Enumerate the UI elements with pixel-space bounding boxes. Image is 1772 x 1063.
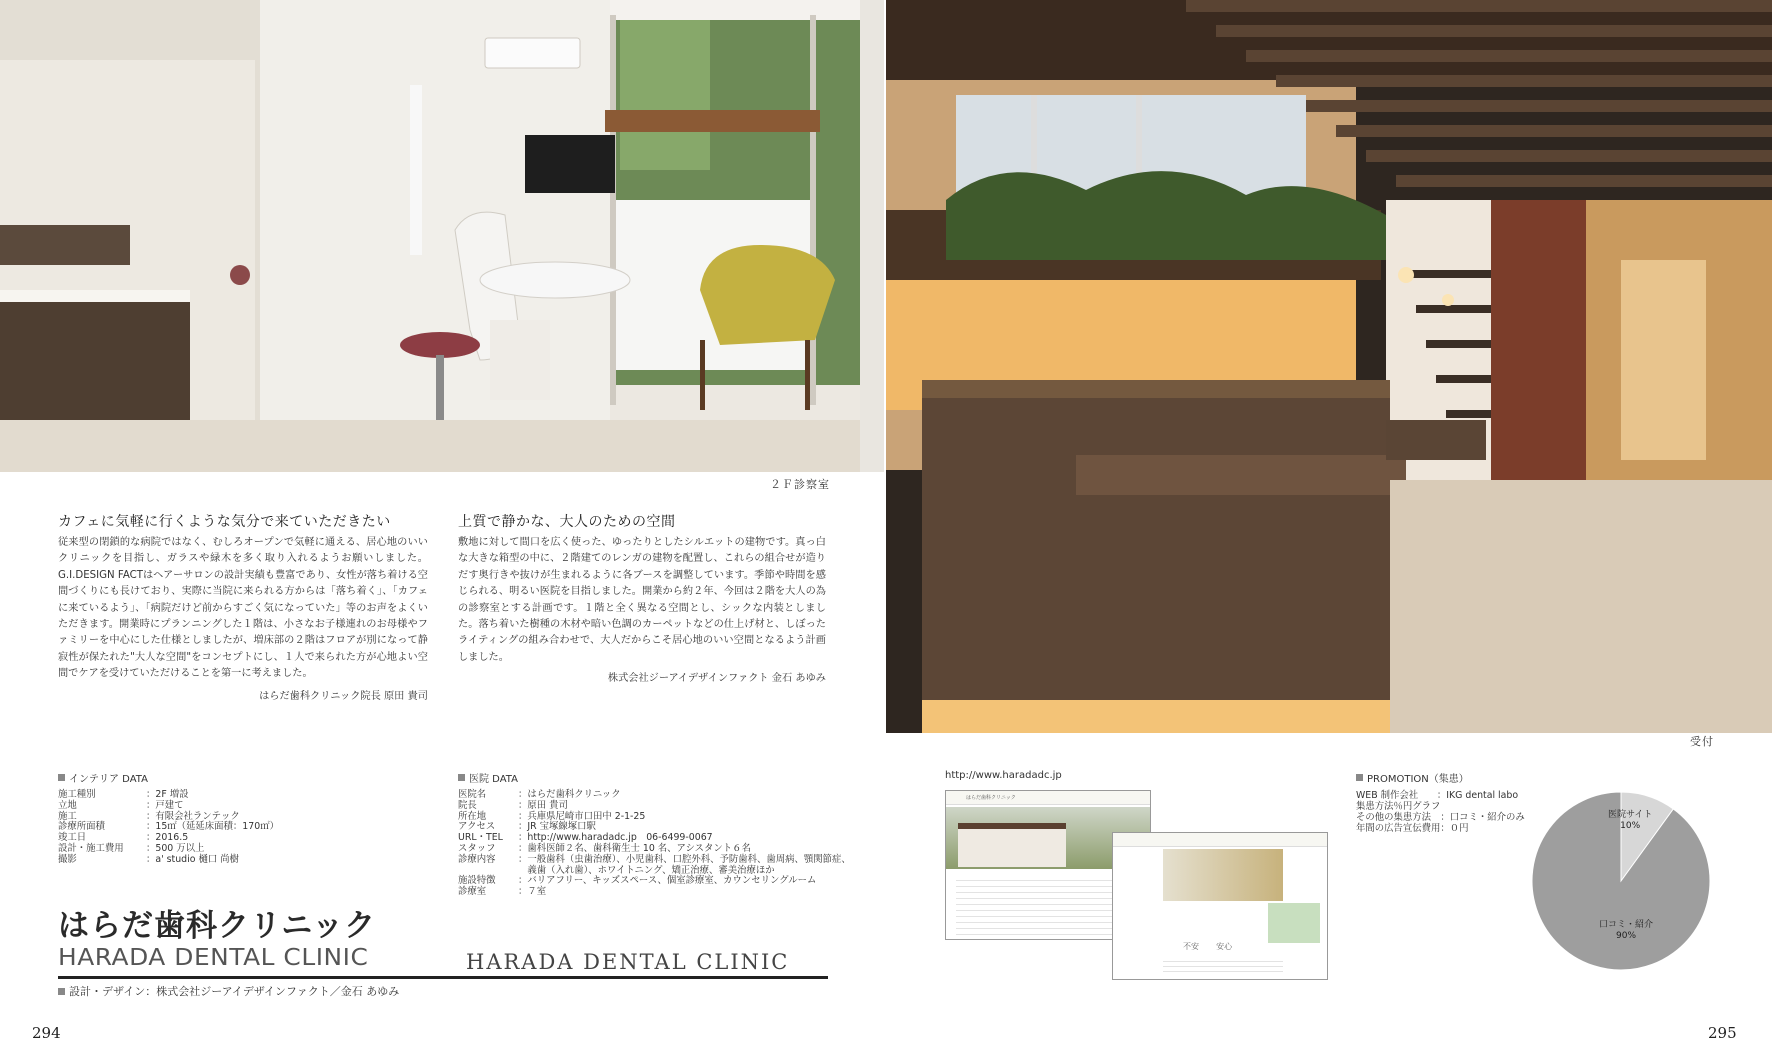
reception-photo [886,0,1772,733]
data-row [458,887,838,898]
website-url[interactable]: http://www.haradadc.jp [945,770,1062,781]
data-key: 設計・施工費用 [58,842,124,854]
data-row [458,876,838,887]
website-header: はらだ歯科クリニック [946,791,1151,805]
pie-slice-value: 90% [1616,931,1637,941]
pie-slice-label: 口コミ・紹介 [1599,920,1654,930]
website-sidebar [1268,903,1320,943]
photo-caption: ２Ｆ診察室 [770,478,830,491]
treatment-room-photo [0,0,884,472]
promotion-heading [1356,770,1469,785]
essay-title: カフェに気軽に行くような気分で来ていただきたい [58,514,391,530]
data-value: ：バリアフリー、キッズスペース、個室診療室、カウンセリングルーム [518,875,817,887]
clinic-name-japanese: はらだ歯科クリニック [58,908,377,944]
data-value: 義歯（入れ歯）、ホワイトニング、矯正治療、審美治療ほか [518,864,775,876]
data-key: スタッフ [458,842,496,854]
data-key: 撮影 [58,853,77,865]
bullet-square-icon [58,988,65,995]
data-key: 施工種別 [58,789,96,800]
data-row [58,822,388,833]
website-tagline-a: 不安 [1183,942,1199,951]
interior-data-heading [58,770,148,785]
data-value: ：JR 宝塚線塚口駅 [518,821,596,833]
essay-title: 上質で静かな、大人のための空間 [458,514,676,530]
title-rule [58,976,828,979]
data-value: ：2F 増設 [146,789,189,800]
data-value: ：http://www.haradadc.jp 06-6499-0067 [518,832,713,844]
data-key: 医院名 [458,789,487,800]
data-row [58,855,388,866]
clinic-name-english: HARADA DENTAL CLINIC [58,945,369,971]
page-number-right: 295 [1708,1024,1737,1042]
section-heading-text: 医院 DATA [469,774,518,785]
promotion-line: WEB 制作会社 ：IKG dental labo [1356,790,1519,801]
data-value: ：15㎡（延延床面積：170㎡） [146,821,279,833]
data-row [458,812,838,823]
data-value: ：a' studio 樋口 尚樹 [146,853,239,865]
bullet-square-icon [1356,774,1363,781]
data-key: アクセス [458,821,496,833]
data-value: ：歯科医師２名、歯科衛生士 10 名、アシスタント６名 [518,842,751,854]
design-credit [58,983,399,999]
essay-signature: はらだ歯科クリニック院長 原田 貴司 [259,691,428,702]
data-key: 院長 [458,799,477,811]
data-key: 診療内容 [458,853,496,865]
data-value: ：戸建て [146,799,184,811]
clinic-data-heading [458,770,518,785]
data-value: ：原田 貴司 [518,799,568,811]
data-value: ：兵庫県尼崎市口田中 2-1-25 [518,810,646,822]
bullet-square-icon [458,774,465,781]
website-header [1113,833,1328,847]
data-row [458,790,838,801]
design-credit-text: 設計・デザイン：株式会社ジーアイデザインファクト／金石 あゆみ [69,985,400,998]
website-interior-image [1163,849,1283,901]
website-screenshot-2 [1112,832,1328,980]
bullet-square-icon [58,774,65,781]
essay-body: 敷地に対して間口を広く使った、ゆったりとしたシルエットの建物です。真っ白な大きな箱型の中に、２階建てのレンガの建物を配置し、これらの組合せが造りだす奥行きや抜けが生まれるように各ブースを調整しています。季節や時間を感じられる、明るい医院を目指しました。開業から約２年、今回は２階を大人の為の診察室とする計画です。１階と全く異なる空間とし、シックな内装としました。落ち着いた樹種の木材や暗い色調のカーペットなどの仕上げ材と、しぼったライティングの組み合わせで、大人だからこそ居心地のいい空間となるよう計画しました。 [458,537,826,663]
section-heading-text: PROMOTION（集患） [1367,774,1469,785]
data-key: 所在地 [458,810,487,822]
pie-slice-value: 10% [1620,821,1641,831]
data-row [58,790,388,801]
pie-label-referral [1599,920,1653,942]
pie-label-website [1608,810,1652,832]
clinic-data-table [458,789,851,898]
data-key: 竣工日 [58,832,87,844]
essay-body: 従来型の閉鎖的な病院ではなく、むしろオープンで気軽に通える、居心地のいいクリニックを目指し、ガラスや緑木を多く取り入れるようお願いしました。G.I.DESIGN FACTはヘアーサロンの設計実績も豊富であり、女性が落ち着ける空間づくりにも長けており、実際に当院に来られる方からは「落ち着く」、「カフェに来ているよう」、「病院だけど前からすごく気になっていた」等のお声をよくいただきます。開業時にプランニングした１階は、小さなお子様連れのお母様やファミリーを中心にした仕様としましたが、増床部の２階はフロアが別になって静寂性が保たれた"大人な空間"をコンセプトにし、１人で来られた方が心地よい空間でケアを受けていただけることを第一に考えました。 [58,537,428,680]
data-row [458,853,851,866]
interior-data-table [58,790,388,866]
pie-slice-label: 医院サイト [1608,810,1653,820]
data-value: ：500 万以上 [146,842,205,854]
clinic-logo-text: HARADA DENTAL CLINIC [466,950,790,974]
data-key: 施工 [58,810,77,822]
data-value: ：はらだ歯科クリニック [518,789,621,800]
promotion-line: 集患方法％円グラフ [1356,801,1441,812]
essay-signature: 株式会社ジーアイデザインファクト 金石 あゆみ [607,673,826,684]
page-number-left: 294 [32,1024,61,1042]
photo-caption: 受付 [1690,735,1714,748]
section-heading-text: インテリア DATA [69,774,148,785]
data-key: 診療室 [458,886,487,898]
promotion-lines [1356,790,1525,834]
data-row [58,801,388,812]
data-key: URL・TEL [458,832,503,844]
website-tagline-b: 安心 [1216,942,1233,951]
data-value: ：2016.5 [146,832,189,844]
data-key: 診療所面積 [58,821,105,833]
promotion-line: その他の集患方法 ：口コミ・紹介のみ [1356,812,1525,823]
website-content-lines [1163,957,1283,975]
promotion-line: 年間の広告宣伝費用：０円 [1356,823,1469,834]
data-value: ：一般歯科（虫歯治療）、小児歯科、口腔外科、予防歯科、歯周病、顎関節症、 [518,853,851,865]
website-building-image [958,823,1066,867]
data-key: 施設特徴 [458,875,496,887]
website-tagline [1183,941,1232,952]
data-value: ：有限会社ランテック [146,810,240,822]
data-key: 立地 [58,799,77,811]
data-row [458,801,838,812]
data-value: ：７室 [518,886,547,898]
